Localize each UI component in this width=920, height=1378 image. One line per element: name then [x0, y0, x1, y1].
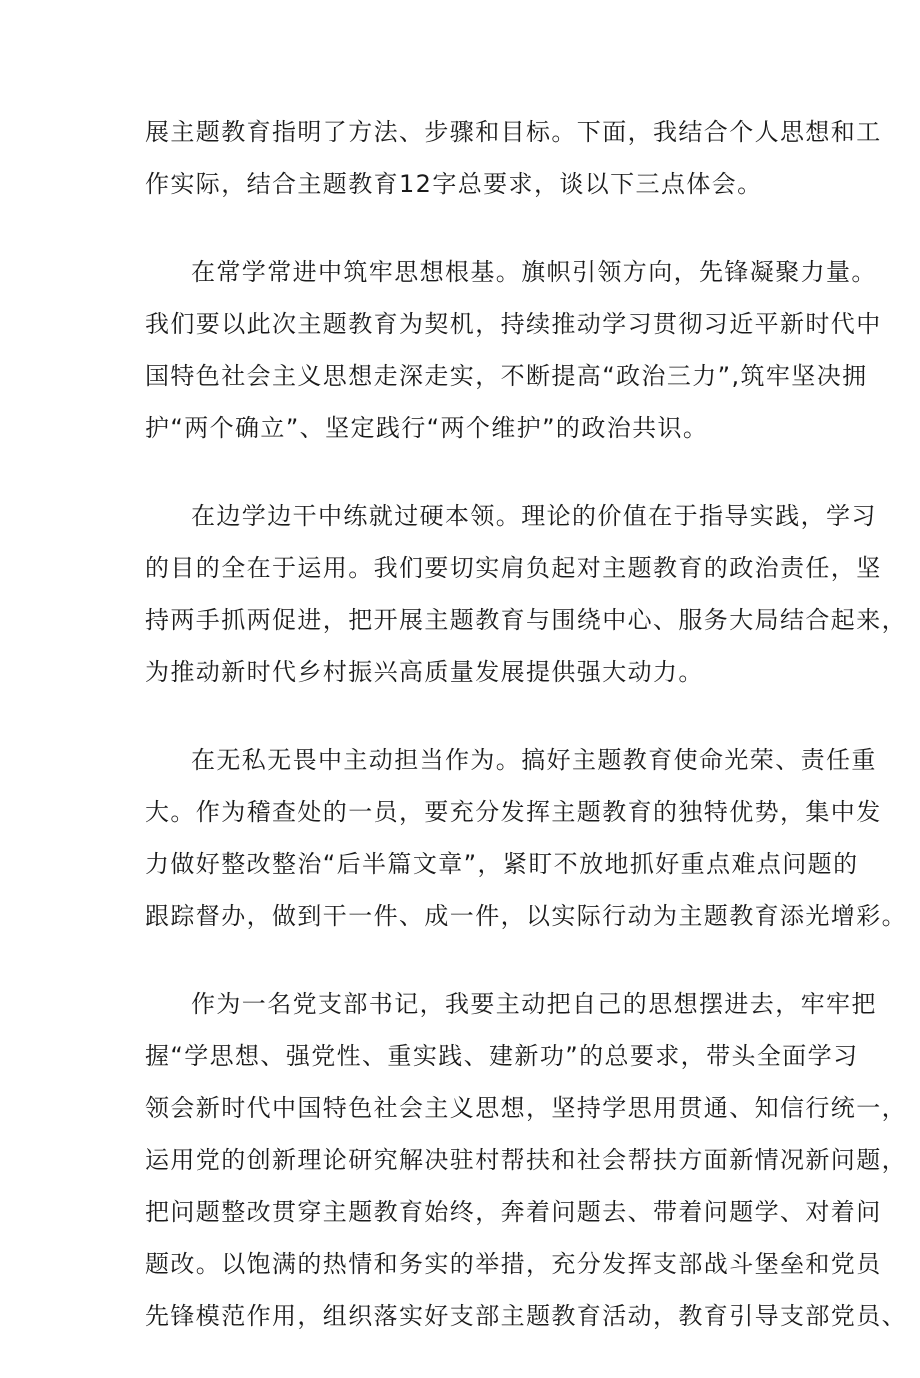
paragraph-1 — [145, 106, 882, 210]
text-line: 我们要以此次主题教育为契机，持续推动学习贯彻习近平新时代中 — [145, 310, 882, 338]
text-line: 先锋模范作用，组织落实好支部主题教育活动，教育引导支部党员、 — [145, 1302, 907, 1330]
text-line: 作为一名党支部书记，我要主动把自己的思想摆进去，牢牢把 — [191, 990, 877, 1018]
text-line: 的目的全在于运用。我们要切实肩负起对主题教育的政治责任，坚 — [145, 554, 882, 582]
text-line: 在边学边干中练就过硬本领。理论的价值在于指导实践，学习 — [191, 502, 877, 530]
paragraph-2 — [145, 246, 882, 454]
text-line: 为推动新时代乡村振兴高质量发展提供强大动力。 — [145, 658, 704, 686]
paragraph-4 — [145, 734, 907, 942]
text-line: 在常学常进中筑牢思想根基。旗帜引领方向，先锋凝聚力量。 — [191, 258, 877, 286]
text-line: 在无私无畏中主动担当作为。搞好主题教育使命光荣、责任重 — [191, 746, 877, 774]
text-line: 跟踪督办，做到干一件、成一件，以实际行动为主题教育添光增彩。 — [145, 902, 907, 930]
text-line: 大。作为稽查处的一员，要充分发挥主题教育的独特优势，集中发 — [145, 798, 882, 826]
text-line: 护“两个确立”、坚定践行“两个维护”的政治共识。 — [145, 414, 709, 442]
text-line: 国特色社会主义思想走深走实，不断提高“政治三力”,筑牢坚决拥 — [145, 362, 868, 390]
text-line: 持两手抓两促进，把开展主题教育与围绕中心、服务大局结合起来， — [145, 606, 907, 634]
text-line: 题改。以饱满的热情和务实的举措，充分发挥支部战斗堡垒和党员 — [145, 1250, 882, 1278]
paragraph-3 — [145, 490, 907, 698]
text-line: 握“学思想、强党性、重实践、建新功”的总要求，带头全面学习 — [145, 1042, 859, 1070]
document-body — [145, 106, 907, 1378]
text-line: 作实际，结合主题教育12字总要求，谈以下三点体会。 — [145, 170, 763, 198]
text-line: 领会新时代中国特色社会主义思想，坚持学思用贯通、知信行统一， — [145, 1094, 907, 1122]
paragraph-5 — [145, 978, 907, 1342]
text-line: 展主题教育指明了方法、步骤和目标。下面，我结合个人思想和工 — [145, 118, 882, 146]
text-line: 运用党的创新理论研究解决驻村帮扶和社会帮扶方面新情况新问题， — [145, 1146, 907, 1174]
text-line: 把问题整改贯穿主题教育始终，奔着问题去、带着问题学、对着问 — [145, 1198, 882, 1226]
text-line: 力做好整改整治“后半篇文章”，紧盯不放地抓好重点难点问题的 — [145, 850, 859, 878]
